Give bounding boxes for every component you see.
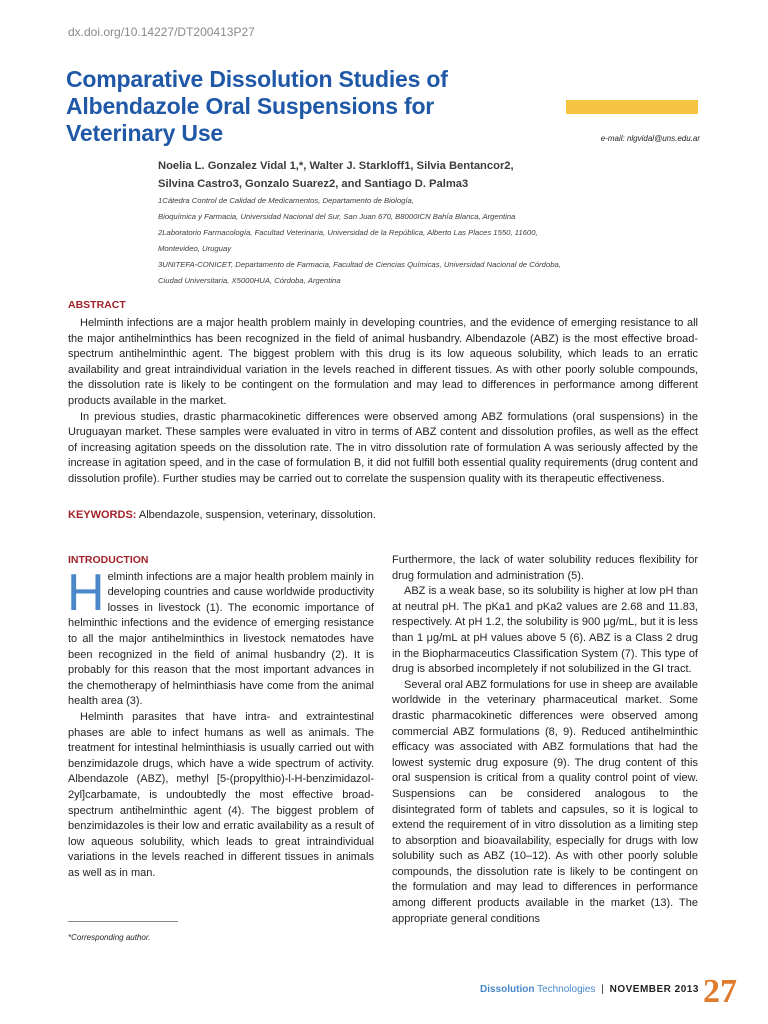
footnote: *Corresponding author. [68,933,151,942]
article-title [66,66,546,147]
affiliation-line: Montevideo, Uruguay [158,244,232,253]
keywords-text: Albendazole, suspension, veterinary, dissolution. [138,509,376,521]
drop-cap: H [67,563,105,622]
doi-link[interactable]: dx.doi.org/10.14227/DT200413P27 [68,25,255,39]
journal-brand-suffix: Technologies [537,984,596,995]
footer-separator: | [601,984,604,995]
abstract-paragraph: In previous studies, drastic pharmacokinetic differences were observed among ABZ formulations (oral suspensions) in the Uruguayan market. These samples were evaluated in vitro in terms of ABZ content and dissolution profiles, as well as the effect of increasing agitation speeds on the dissolution rate. The in vitro dissolution rate of formulation A was seriously affected by the increase in agitation speed, and in the case of formulation B, it did not fulfill both essential quality requirements (drug content and dissolution profile). Further studies may be carried out to correlate the suspension quality with its therapeutic effectiveness. [68,410,698,485]
title-line: Comparative Dissolution Studies of [66,66,448,92]
issue-date: NOVEMBER 2013 [609,984,699,995]
author-line: Silvina Castro3, Gonzalo Suarez2, and Santiago D. Palma3 [158,178,469,190]
right-column [392,553,698,927]
body-paragraph: ABZ is a weak base, so its solubility is higher at low pH than at neutral pH. The pKa1 and pKa2 values are 2.68 and 11.83, respectively. At pH 1.2, the solubility is 900 μg/mL, but it is less than 1 μg/mL at pH values above 5 (6). ABZ is a Class 2 drug in the Biopharmaceutics Classification System (7). This type of drug is absorbed incompletely if not solubilized in the GI tract. [392,585,698,676]
page-number: 27 [703,973,737,1010]
author-line: Noelia L. Gonzalez Vidal 1,*, Walter J. Starkloff1, Silvia Bentancor2, [158,160,514,172]
affiliations [158,193,628,289]
abstract-paragraph: Helminth infections are a major health problem mainly in developing countries, and the evidence of emerging resistance to all the major antihelminthics has been recognized in the field of animal husbandry. Albendazole (ABZ) is the most effective broad-spectrum antihelminthic agent. The biggest problem with this drug is its low aqueous solubility, which leads to an erratic availability and great intraindividual variation in the levels reached in different tissues. As with other poorly soluble compounds, the dissolution rate is likely to be contingent on the formulation and may lead to differences in performance among different products available in the market. [68,317,698,407]
intro-paragraph: Helminth parasites that have intra- and extraintestinal phases are able to infect humans as well as animals. The treatment for intestinal helminthiasis is usually carried out with benzimidazole drugs, which have a wide spectrum of activity. Albendazole (ABZ), methyl [5-(propylthio)-l-H-benzimidazol-2yl]carbamate, is undoubtedly the most effective broad-spectrum antihelminthic agent (4). The biggest problem of benzimidazoles is their low and erratic availability as a result of low aqueous solubility, which leads to great intraindividual variations in the levels reached in different tissues in animals as well as in man. [68,710,374,879]
affiliation-line: 2Laboratorio Farmacología, Facultad Veterinaria, Universidad de la República, Alberto Las Places 1550, 11600, [158,228,538,237]
abstract-heading: ABSTRACT [68,299,126,311]
affiliation-line: Ciudad Universitaria, X5000HUA, Córdoba, Argentina [158,276,341,285]
keywords-label: KEYWORDS: [68,509,137,521]
body-paragraph: Several oral ABZ formulations for use in sheep are available worldwide in the veterinary pharmaceutical market. Some drastic pharmacokinetic differences were observed among commercial ABZ formulations (8, 9). Reduced antihelminthic efficacy was associated with ABZ formulations that had the lowest systemic drug exposure (9). The drug content of this oral suspension is critical from a quality control point of view. Suspensions can be considered analogous to the disintegrated form of tablets and capsules, so it is logical to extend the requirement of in vitro dissolution as a limiting step to absorption and bioavailability, especially for drugs with low solubility such as ABZ (10–12). As with other poorly soluble compounds, the dissolution rate is likely to be contingent on the formulation and may lead to differences in performance among different products available in the market (13). The appropriate general conditions [392,678,698,925]
journal-footer [480,984,699,995]
title-line: Veterinary Use [66,120,224,146]
author-list [158,157,598,193]
left-column [68,553,374,881]
footnote-divider [68,921,178,922]
accent-bar [566,100,698,114]
intro-text: elminth infections are a major health problem mainly in developing countries and cause worldwide productivity losses in livestock (1). The economic importance of helminthic infections and the evidence of emerging resistance to all the major antihelminthics in livestock nematodes have been recognized in the field of animal husbandry (2). It is probably for this reason that the most important advances in the chemotherapy of helminthiasis have come from the animal health area (3). [68,570,374,708]
body-paragraph: Furthermore, the lack of water solubility reduces flexibility for drug formulation and administration (5). [392,554,698,582]
affiliation-line: 3UNITEFA-CONICET, Departamento de Farmacia, Facultad de Ciencias Químicas, Universidad Nacional de Córdoba, [158,260,561,269]
affiliation-line: Bioquímica y Farmacia, Universidad Nacional del Sur, San Juan 670, B8000ICN Bahía Blanca, Argentina [158,212,516,221]
keywords [68,509,376,521]
introduction-heading: INTRODUCTION [68,554,149,566]
affiliation-line: 1Cátedra Control de Calidad de Medicamentos, Departamento de Biología, [158,196,414,205]
title-line: Albendazole Oral Suspensions for [66,93,435,119]
abstract-body [68,316,698,488]
journal-brand: Dissolution [480,984,535,995]
intro-paragraph [67,563,374,710]
corresponding-email[interactable]: e-mail: nlgvidal@uns.edu.ar [600,134,700,143]
